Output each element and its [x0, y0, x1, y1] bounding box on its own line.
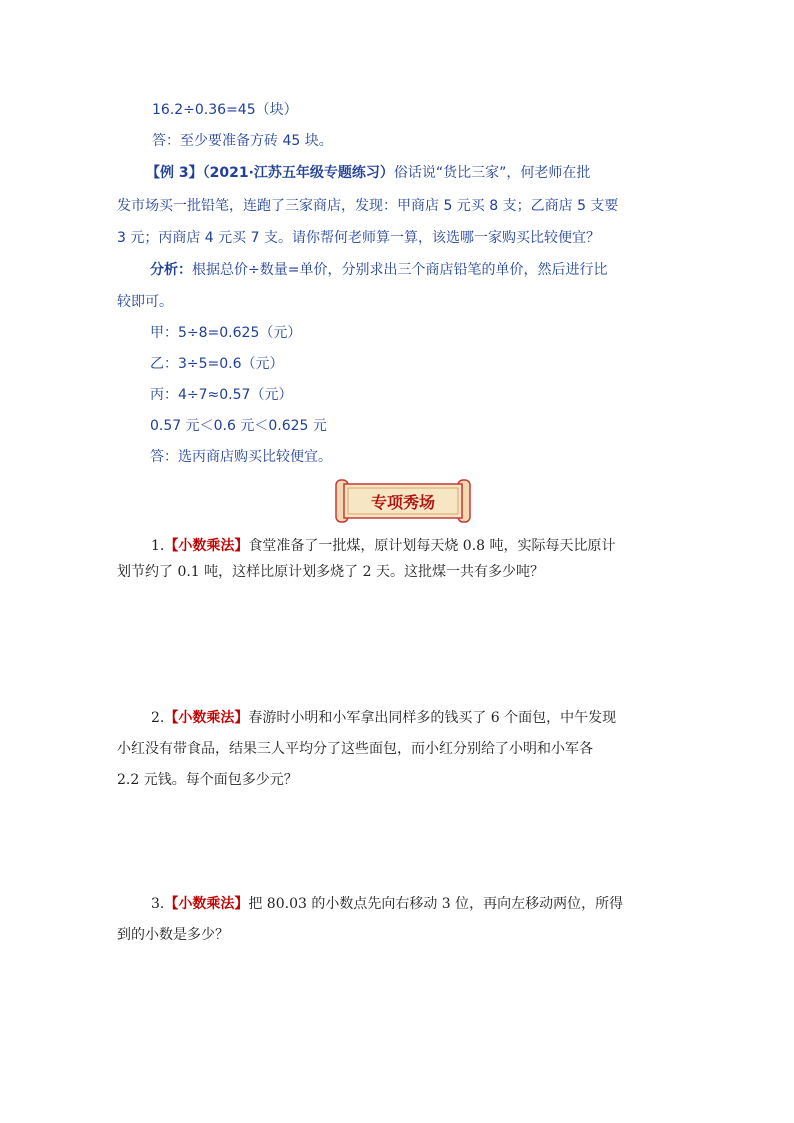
example3-analysis [150, 260, 607, 280]
calc-c: 丙：4÷7≈0.57（元） [150, 387, 293, 403]
example2-calc: 16.2÷0.36=45（块） [152, 102, 298, 118]
question-1-text: 食堂准备了一批煤，原计划每天烧 0.8 吨，实际每天比原计 [248, 538, 616, 554]
example3-source: （2021·江苏五年级专题练习） [202, 165, 394, 181]
question-2-num: 2. [151, 710, 165, 726]
question-3-text: 把 80.03 的小数点先向右移动 3 位，再向左移动两位，所得 [248, 896, 624, 912]
question-3-num: 3. [151, 896, 165, 912]
calc-a: 甲：5÷8=0.625（元） [150, 325, 302, 341]
analysis-text: 根据总价÷数量=单价，分别求出三个商店铅笔的单价，然后进行比 [192, 262, 608, 278]
calc-b: 乙：3÷5=0.6（元） [150, 356, 284, 372]
question-2-line-3: 2.2 元钱。每个面包多少元？ [117, 772, 298, 788]
question-3-line-2: 到的小数是多少？ [117, 927, 229, 943]
analysis-label: 分析： [150, 262, 192, 278]
compare-line: 0.57 元＜0.6 元＜0.625 元 [150, 418, 327, 434]
question-2-tag: 【小数乘法】 [164, 710, 249, 726]
analysis-line-2: 较即可。 [117, 294, 173, 310]
example3-line-2: 发市场买一批铅笔，连跑了三家商店，发现：甲商店 5 元买 8 支；乙商店 5 支要 [117, 198, 619, 214]
question-1-tag: 【小数乘法】 [164, 538, 249, 554]
banner-title: 专项秀场 [370, 492, 435, 512]
question-3-tag: 【小数乘法】 [164, 896, 249, 912]
question-2-line-1 [151, 708, 616, 728]
question-1-num: 1. [151, 538, 165, 554]
question-2-text: 春游时小明和小军拿出同样多的钱买了 6 个面包，中午发现 [248, 710, 617, 726]
example3-tag: 【例 3】 [146, 165, 203, 181]
question-2-line-2: 小红没有带食品，结果三人平均分了这些面包，而小红分别给了小明和小军各 [117, 741, 593, 757]
example2-answer: 答：至少要准备方砖 45 块。 [152, 133, 333, 149]
section-banner [332, 476, 474, 526]
example3-line-3: 3 元；丙商店 4 元买 7 支。请你帮何老师算一算，该选哪一家购买比较便宜？ [117, 230, 600, 246]
example3-text: 俗话说“货比三家”，何老师在批 [393, 165, 591, 181]
example3-answer: 答：选丙商店购买比较便宜。 [150, 449, 332, 465]
question-1-line-1 [151, 536, 616, 556]
example3-first-line [146, 163, 590, 183]
question-3-line-1 [151, 894, 623, 914]
question-1-line-2: 划节约了 0.1 吨，这样比原计划多烧了 2 天。这批煤一共有多少吨？ [117, 564, 544, 580]
